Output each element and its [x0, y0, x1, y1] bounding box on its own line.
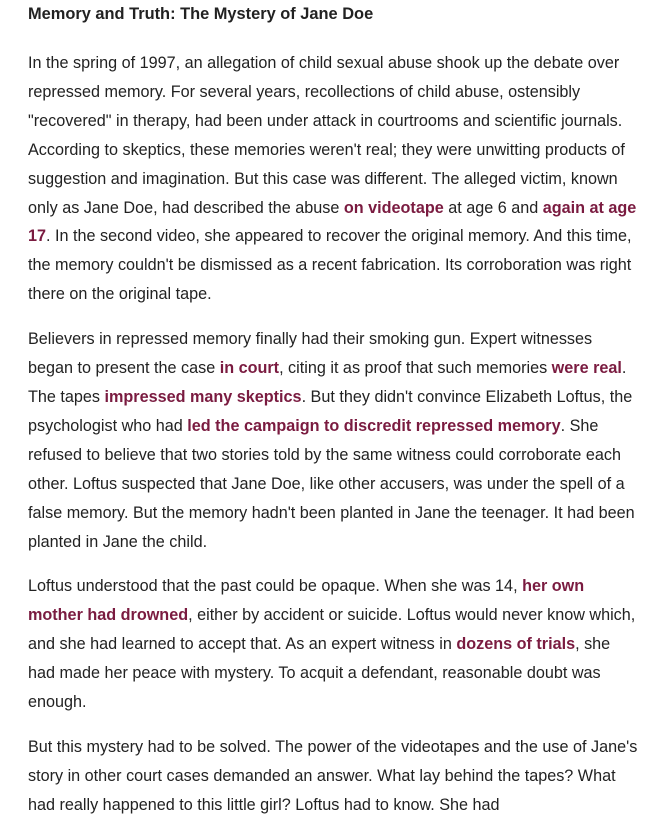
paragraph-text: , either by accident or suicide. Loftus would never know which, and she had learned to accept that. As an expert witness in — [28, 606, 636, 654]
paragraph-text: Believers in repressed memory finally had their smoking gun. Expert witnesses began to present the case — [28, 330, 593, 378]
inline-link[interactable]: impressed many skeptics — [104, 387, 302, 406]
paragraph-3 — [28, 572, 638, 717]
paragraph-text: . She refused to believe that two stories told by the same witness could corroborate each other. Loftus suspected that Jane Doe, like other accusers, was under the spell of a false memory. But the memory hadn't been planted in Jane the teenager. It had been planted in Jane the child. — [28, 416, 635, 551]
inline-link[interactable]: dozens of trials — [456, 635, 576, 654]
inline-link[interactable]: were real — [551, 359, 622, 378]
paragraph-1 — [28, 49, 638, 309]
inline-link[interactable]: again at age 17 — [28, 198, 637, 246]
paragraph-text: , citing it as proof that such memories — [279, 359, 552, 378]
article-title: Memory and Truth: The Mystery of Jane Doe — [28, 5, 374, 23]
paragraph-text: But this mystery had to be solved. The power of the videotapes and the use of Jane's story in other court cases demanded an answer. What lay behind the tapes? What had really happened to this little girl? Loftus had to know. She had — [28, 737, 638, 814]
paragraph-text: Loftus understood that the past could be opaque. When she was 14, — [28, 577, 523, 596]
paragraph-text: . The tapes — [28, 359, 627, 406]
paragraph-2 — [28, 325, 638, 556]
article — [28, 0, 638, 820]
paragraph-text: In the spring of 1997, an allegation of child sexual abuse shook up the debate over repressed memory. For several years, recollections of child abuse, ostensibly "recovered" in therapy, had been under attack in courtrooms and scientific journals. According to skeptics, these memories weren't real; they were unwitting products of suggestion and imagination. But this case was different. The alleged victim, known only as Jane Doe, had described the abuse — [28, 54, 625, 217]
inline-link[interactable]: led the campaign to discredit repressed memory — [187, 416, 561, 435]
paragraph-text: at age 6 and — [443, 198, 543, 217]
inline-link[interactable]: in court — [219, 359, 280, 378]
paragraph-text: . In the second video, she appeared to recover the original memory. And this time, the memory couldn't be dismissed as a recent fabrication. Its corroboration was right there on the original tape. — [28, 227, 632, 304]
paragraph-4 — [28, 733, 638, 820]
inline-link[interactable]: her own mother had drowned — [28, 577, 585, 625]
paragraph-text: . But they didn't convince Elizabeth Loftus, the psychologist who had — [28, 387, 633, 435]
inline-link[interactable]: on videotape — [343, 198, 444, 217]
paragraph-text: , she had made her peace with mystery. To acquit a defendant, reasonable doubt was enough. — [28, 635, 611, 712]
